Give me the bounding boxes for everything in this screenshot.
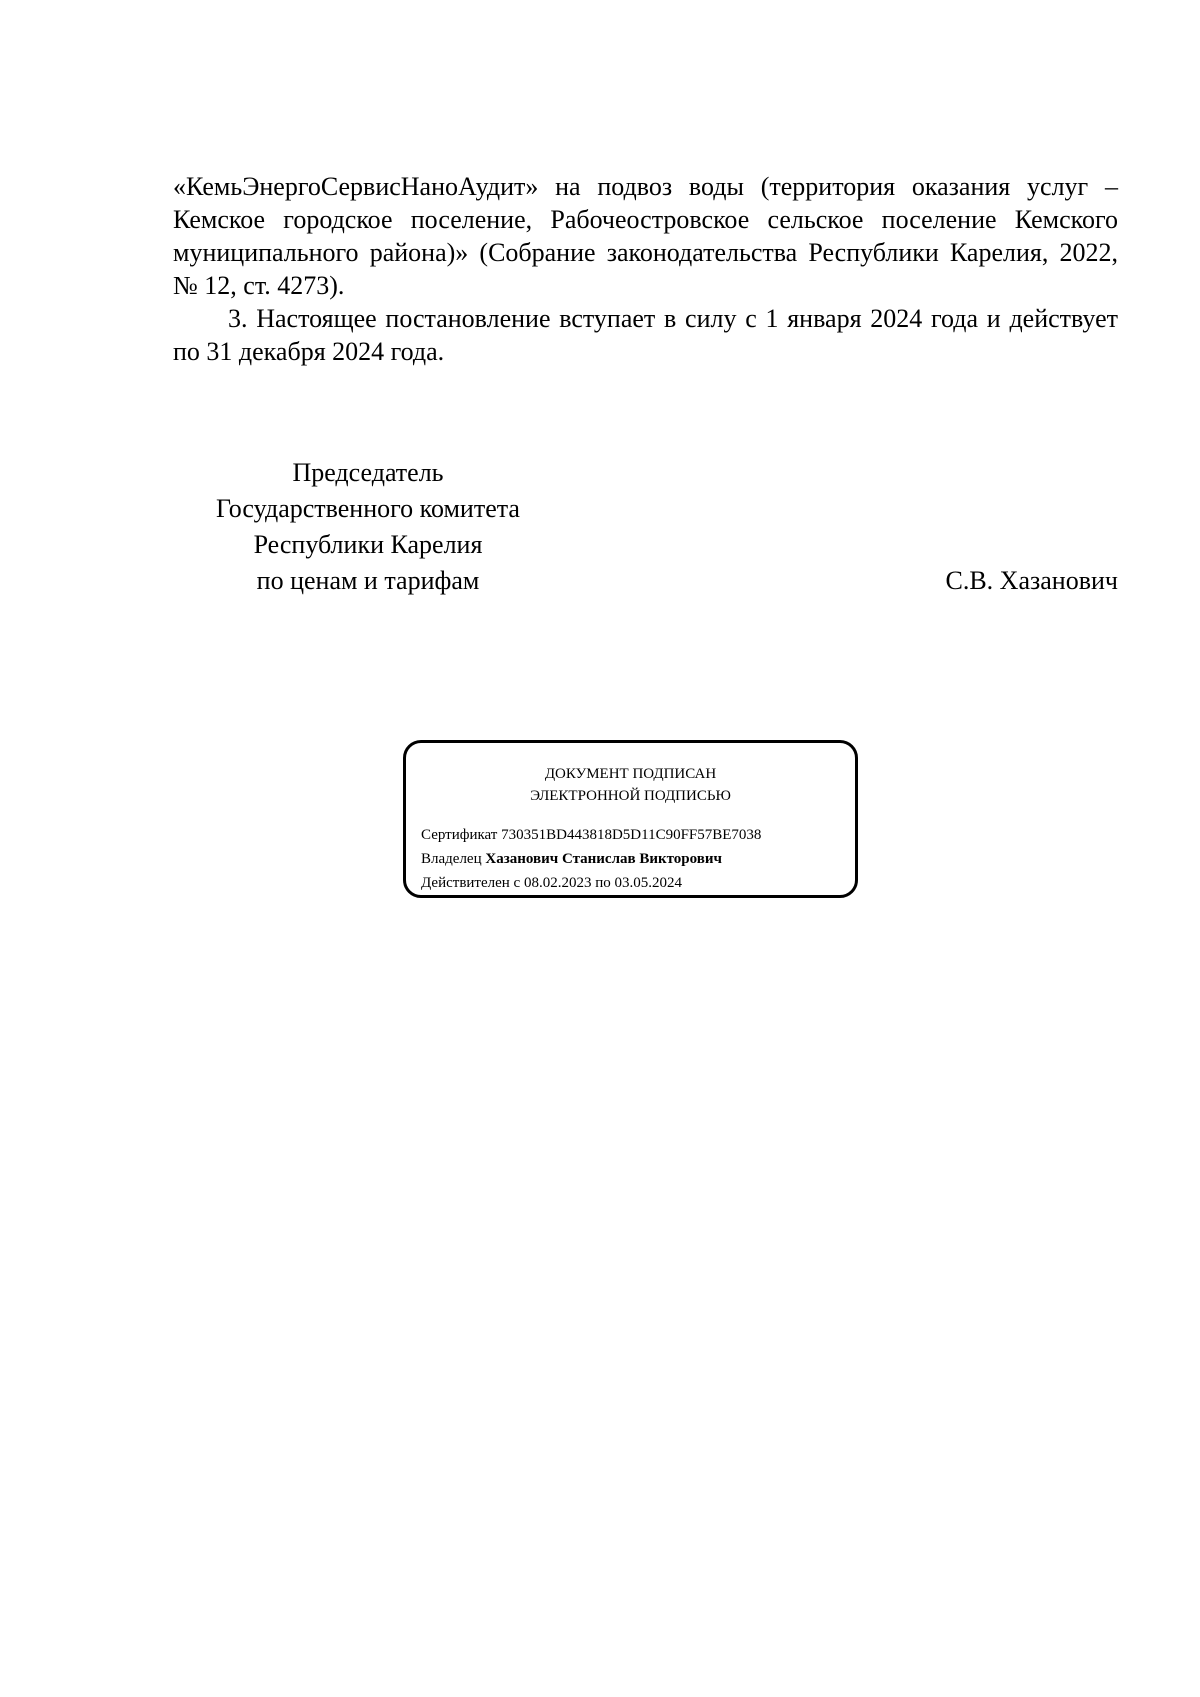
validity-to-label: по [595,875,611,891]
owner-value: Хазанович Станислав Викторович [485,851,722,867]
stamp-owner-line [421,847,761,871]
signature-block [173,455,1118,605]
body-text [173,170,1118,368]
stamp-header [406,763,855,807]
stamp-header-line: ДОКУМЕНТ ПОДПИСАН [544,766,717,782]
stamp-details [421,823,761,895]
paragraph-item-3: 3. Настоящее постановление вступает в силу с 1 января 2024 года и действует по 31 декабря 2024 года. [173,304,1118,366]
signatory-title-line: Председатель [292,458,444,487]
stamp-validity-line [421,871,761,895]
signatory-title-line: по ценам и тарифам [256,566,480,595]
electronic-signature-stamp [403,740,858,898]
owner-label: Владелец [421,851,482,867]
signatory-name: С.В. Хазанович [945,566,1118,595]
certificate-label: Сертификат [421,827,498,843]
valid-from: 08.02.2023 [523,875,592,891]
signatory-title [173,455,563,599]
valid-to: 03.05.2024 [614,875,682,891]
certificate-value: 730351BD443818D5D11C90FF57BE7038 [501,827,762,843]
validity-label: Действителен с [421,875,521,891]
stamp-certificate-line [421,823,761,847]
signatory-title-line: Государственного комитета [216,494,520,523]
paragraph-continuation: «КемьЭнергоСервисНаноАудит» на подвоз воды (территория оказания услуг – Кемское городское поселение, Рабочеостровское сельское поселение Кемского муниципального района)» (Собрание законодательства Республики Карелия, 2022, № 12, ст. 4273). [173,172,1118,300]
signatory-title-line: Республики Карелия [253,530,483,559]
stamp-header-line: ЭЛЕКТРОННОЙ ПОДПИСЬЮ [530,788,731,804]
